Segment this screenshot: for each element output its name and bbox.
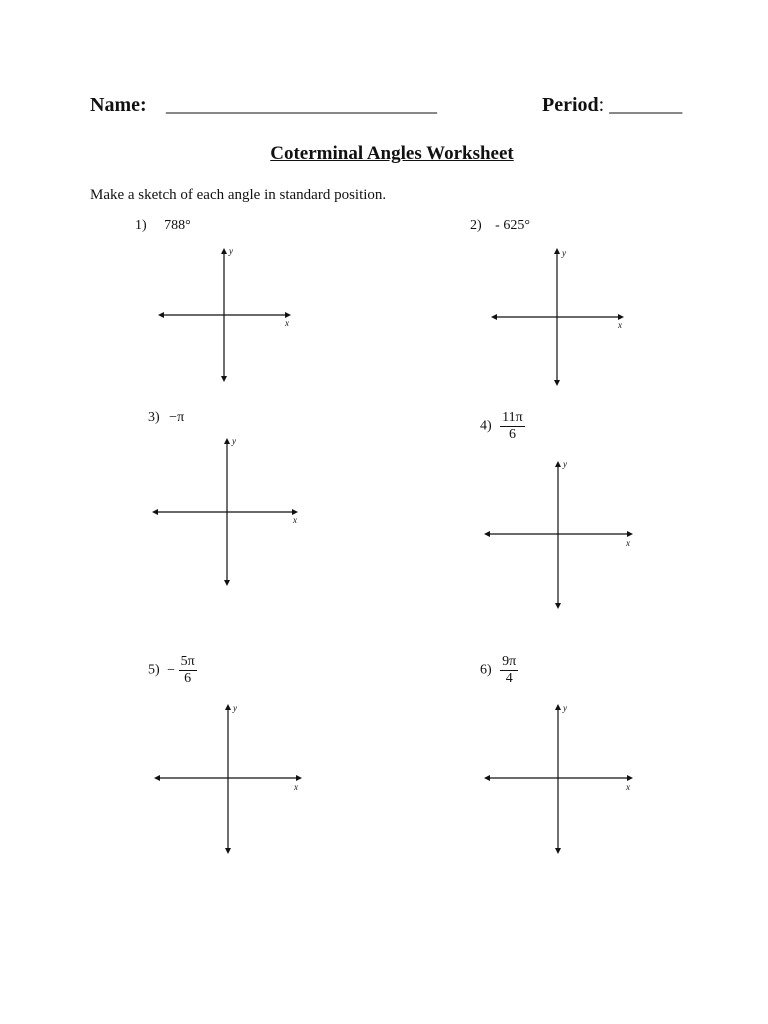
problem-angle: - 625° (495, 218, 530, 233)
period-label: Period (542, 94, 599, 116)
y-axis-arrow-down (224, 580, 230, 586)
period-field (542, 94, 681, 117)
problem-6-label (480, 654, 518, 687)
problem-angle: 788° (164, 218, 191, 233)
fraction-numerator: 11π (502, 410, 523, 425)
problem-number: 3) (148, 410, 160, 425)
y-axis-arrow-down (225, 848, 231, 854)
x-axis-label: x (294, 782, 298, 792)
problem-angle-fraction (500, 654, 518, 687)
fraction-denominator: 6 (184, 671, 192, 686)
x-axis-label: x (626, 782, 630, 792)
instructions: Make a sketch of each angle in standard position. (90, 187, 387, 203)
x-axis-arrow-left (152, 509, 158, 515)
x-axis-arrow-right (627, 775, 633, 781)
y-axis-arrow-up (221, 248, 227, 254)
fraction-denominator: 6 (508, 427, 516, 442)
problem-number: 4) (480, 418, 492, 434)
problem-5-axes[interactable] (146, 698, 311, 860)
x-axis-arrow-left (158, 312, 164, 318)
y-axis-arrow-up (555, 704, 561, 710)
y-axis-arrow-down (555, 603, 561, 609)
angle-sign: − (167, 662, 176, 678)
y-axis-label: y (563, 703, 567, 713)
problem-3-label (148, 410, 184, 426)
fraction-denominator: 4 (505, 671, 513, 686)
y-axis-arrow-up (224, 438, 230, 444)
y-axis-label: y (229, 246, 233, 256)
y-axis-arrow-up (555, 461, 561, 467)
problem-number: 1) (135, 218, 147, 233)
x-axis-label: x (293, 515, 297, 525)
problem-5-label (148, 654, 197, 687)
problem-6-axes[interactable] (476, 698, 641, 860)
period-colon: : (598, 94, 605, 116)
y-axis-arrow-up (554, 248, 560, 254)
y-axis-label: y (563, 459, 567, 469)
problem-4-label (480, 410, 525, 443)
x-axis-label: x (626, 538, 630, 548)
x-axis-arrow-left (484, 531, 490, 537)
problem-angle: −π (169, 410, 185, 425)
x-axis-arrow-left (484, 775, 490, 781)
problem-3-axes[interactable] (144, 432, 309, 592)
y-axis-arrow-down (555, 848, 561, 854)
y-axis-arrow-down (221, 376, 227, 382)
y-axis-arrow-down (554, 380, 560, 386)
y-axis-label: y (562, 248, 566, 258)
y-axis-arrow-up (225, 704, 231, 710)
problem-number: 2) (470, 218, 482, 233)
problem-2-label (470, 218, 530, 234)
x-axis-arrow-left (154, 775, 160, 781)
x-axis-arrow-left (491, 314, 497, 320)
worksheet-title: Coterminal Angles Worksheet (270, 143, 514, 164)
y-axis-label: y (232, 436, 236, 446)
period-blank-line[interactable]: ________ (609, 94, 682, 116)
problem-1-axes[interactable] (150, 240, 310, 390)
x-axis-arrow-right (627, 531, 633, 537)
x-axis-label: x (285, 318, 289, 328)
fraction-numerator: 9π (502, 654, 517, 669)
name-label: Name: (90, 94, 147, 116)
problem-4-axes[interactable] (476, 455, 641, 615)
problem-number: 6) (480, 662, 492, 678)
problem-number: 5) (148, 662, 160, 678)
problem-1-label (135, 218, 191, 234)
x-axis-arrow-right (296, 775, 302, 781)
problem-angle-fraction (500, 410, 525, 443)
x-axis-label: x (618, 320, 622, 330)
name-blank-line[interactable]: ______________________________ (166, 94, 436, 116)
problem-2-axes[interactable] (483, 242, 633, 392)
fraction-numerator: 5π (180, 654, 195, 669)
y-axis-label: y (233, 703, 237, 713)
problem-angle-fraction (179, 654, 197, 687)
